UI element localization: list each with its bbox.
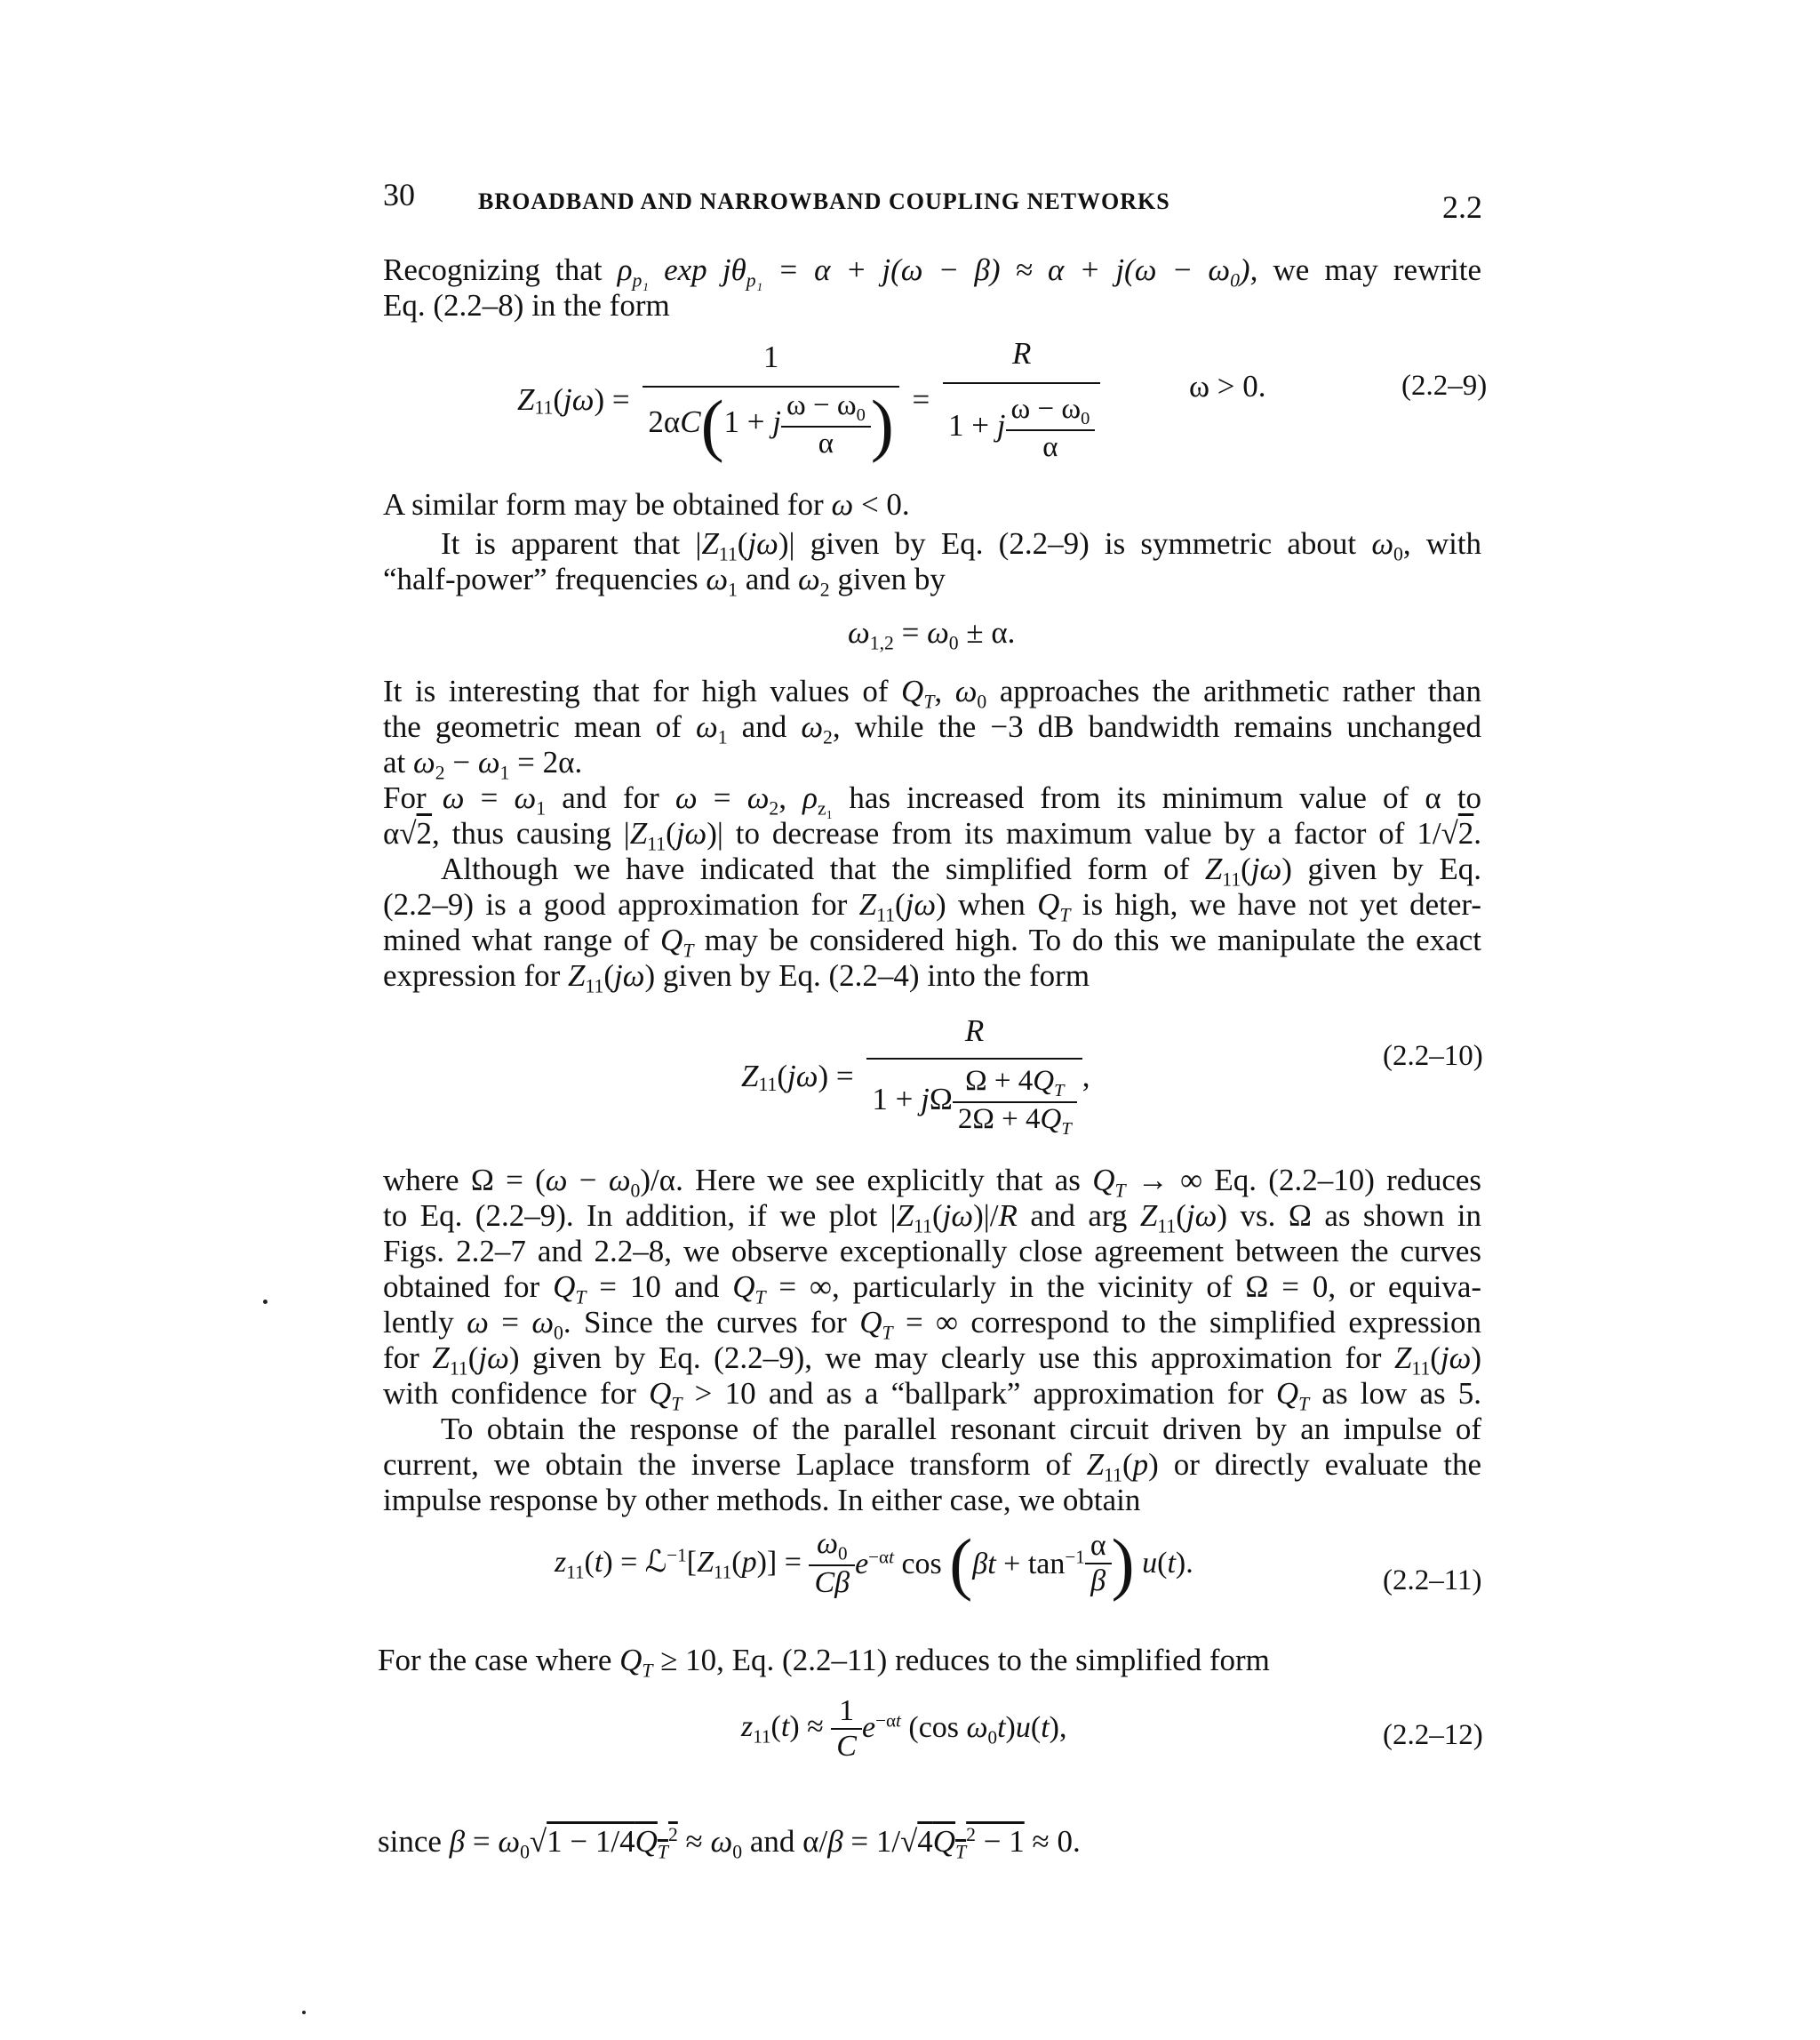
- text-span: (2.2–9) is a good approximation for: [383, 887, 848, 922]
- text-line: To obtain the response of the parallel resonant circuit driven by an impulse of: [441, 1412, 1481, 1446]
- text-span: given by: [837, 562, 946, 596]
- equation-2-2-9: $Z_{11}(j\omega)$ = 1 2αC(1 + j $\frac{\omega - \omega_0}{\alpha}$ ) = R 1 + j $\frac{\omega - \omega_0}{\alpha}$: [517, 336, 1100, 464]
- text-span: A similar form may be obtained for: [383, 487, 824, 522]
- text-line: [383, 252, 1481, 292]
- text-line: at $\omega_2 - \omega_1 = 2\alpha$.: [383, 745, 583, 784]
- text-span: Eq. (2.2–10) reduces: [1214, 1163, 1482, 1197]
- text-span: It is interesting that for high values of: [383, 674, 889, 708]
- text-line: since $\beta = \omega_0√1 - 1/4Q_T^2 \approx \omega_0$ and $\alpha/\beta = 1/√4Q_T^2 - 1 \approx 0$.: [378, 1824, 1081, 1863]
- math-inline: $\omega_0$,: [1371, 526, 1411, 565]
- text-span: It is apparent that: [441, 526, 681, 561]
- equation-condition: ω > 0.: [1189, 369, 1266, 404]
- text-span: , Eq. (2.2–11) reduces to the simplified form: [716, 1643, 1270, 1677]
- text-span: mined what range of: [383, 923, 650, 957]
- text-line: For $\omega = \omega_1$ and for $\omega = \omega_2$, $\rho_{z_1}$ has increased from its minimum value of α to: [383, 780, 1482, 820]
- equation-2-2-11: $z_{11}(t)$ = $ℒ^{-1}[Z_{11}(p)]$ = $\frac{\omega_0}{C\beta}$ $e^{-\alpha t}$ $\cos (\beta t + \tan^{-1}$ $\frac{\alpha}{\beta}$ ) u(t).: [555, 1524, 1193, 1603]
- text-span: and: [674, 1269, 720, 1304]
- equation-half-power: $\omega_{1,2} = \omega_0 \pm \alpha$.: [848, 615, 1016, 654]
- text-line: with confidence for $Q_T > 10$ and as a “ballpark” approximation for $Q_T$ as low as 5.: [383, 1376, 1482, 1415]
- text-line: the geometric mean of $\omega_1$ and $\omega_2$, while the −3 dB bandwidth remains unchanged: [383, 709, 1482, 748]
- text-span: and: [745, 562, 791, 596]
- text-span: For: [383, 780, 427, 815]
- text-span: and as a “ballpark” approximation for: [768, 1376, 1264, 1411]
- text-line: For the case where $Q_T \ge 10$, Eq. (2.2–11) reduces to the simplified form: [378, 1643, 1270, 1682]
- text-line: It is interesting that for high values of $Q_T$, $\omega_0$ approaches the arithmetic rather than: [383, 674, 1481, 713]
- section-number: 2.2: [1442, 189, 1482, 225]
- running-title: BROADBAND AND NARROWBAND COUPLING NETWORKS: [478, 188, 1170, 214]
- text-span: “half-power” frequencies: [383, 562, 698, 596]
- text-span: vs.: [1240, 1198, 1276, 1233]
- math-inline: $\rho_{p_1}$ $\exp j\theta_{p_1} = \alpha + j(\omega - \beta) \approx \alpha + j(\omega - \omega_0)$,: [617, 252, 1258, 292]
- text-span: we may rewrite: [1273, 252, 1481, 287]
- text-span: lently: [383, 1305, 454, 1340]
- text-span: Although we have indicated that the simplified form of: [441, 852, 1190, 886]
- text-span: For the case where: [378, 1643, 612, 1677]
- text-span: to Eq. (2.2–9). In addition, if we plot: [383, 1198, 878, 1233]
- text-line: impulse response by other methods. In either case, we obtain: [383, 1483, 1141, 1517]
- text-span: , while the −3 dB bandwidth remains unchanged: [832, 709, 1482, 744]
- equation-number: (2.2–9): [1401, 370, 1488, 402]
- text-span: to: [1457, 780, 1482, 815]
- text-span: . Since the curves for: [563, 1305, 847, 1340]
- text-span: or directly evaluate the: [1173, 1447, 1482, 1482]
- text-span: current, we obtain the inverse Laplace transform of: [383, 1447, 1072, 1482]
- text-line: (2.2–9) is a good approximation for $Z_{11}(j\omega)$ when $Q_T$ is high, we have not yet deter-: [383, 887, 1482, 926]
- text-span: when: [958, 887, 1026, 922]
- text-span: and: [749, 1824, 795, 1859]
- text-line: “half-power” frequencies $\omega_1$ and $\omega_2$ given by: [383, 562, 946, 601]
- text-span: has increased from its minimum value of: [849, 780, 1409, 815]
- text-span: correspond to the simplified expression: [970, 1305, 1482, 1340]
- text-span: obtained for: [383, 1269, 540, 1304]
- text-span: is high, we have not yet deter-: [1082, 887, 1482, 922]
- text-span: as low as 5.: [1321, 1376, 1482, 1411]
- text-span: given by Eq.: [1307, 852, 1481, 886]
- text-line: Although we have indicated that the simplified form of $Z_{11}(j\omega)$ given by Eq.: [441, 852, 1481, 891]
- text-span: and: [1030, 1198, 1075, 1233]
- text-span: for: [383, 1340, 419, 1375]
- equation-2-2-12: $z_{11}(t)$ ≈ $\frac{1}{C}$ $e^{-\alpha t}$ (cos $\omega_0t)u(t)$,: [741, 1694, 1067, 1763]
- text-span: to decrease from its maximum value by a factor of: [735, 816, 1405, 851]
- text-span: may be considered high. To do this we manipulate the exact: [704, 923, 1481, 957]
- text-line: to Eq. (2.2–9). In addition, if we plot $|Z_{11}(j\omega)|/R$ and arg $Z_{11}(j\omega)$ vs. Ω as shown in: [383, 1198, 1482, 1237]
- text-span: where: [383, 1163, 459, 1197]
- text-span: with confidence for: [383, 1376, 636, 1411]
- text-span: , thus causing: [432, 816, 611, 851]
- equation-number: (2.2–12): [1383, 1719, 1483, 1751]
- text-span: Recognizing that: [383, 252, 603, 287]
- text-span: since: [378, 1824, 442, 1859]
- text-span: , particularly in the vicinity of: [832, 1269, 1233, 1304]
- text-span: and: [741, 709, 787, 744]
- scan-speck: [263, 1300, 267, 1304]
- text-span: with: [1425, 526, 1482, 561]
- text-span: expression for: [383, 958, 561, 993]
- text-line: lently $\omega = \omega_0$. Since the curves for $Q_T$ = ∞ correspond to the simplified expression: [383, 1305, 1482, 1344]
- text-line: for $Z_{11}(j\omega)$ given by Eq. (2.2–9), we may clearly use this approximation for $Z_{11}(j\omega)$: [383, 1340, 1482, 1380]
- equation-number: (2.2–10): [1383, 1040, 1483, 1072]
- text-line: Figs. 2.2–7 and 2.2–8, we observe exceptionally close agreement between the curves: [383, 1234, 1481, 1268]
- text-span: given by Eq. (2.2–9) is symmetric about: [810, 526, 1357, 561]
- text-line: current, we obtain the inverse Laplace transform of $Z_{11}(p)$ or directly evaluate the: [383, 1447, 1482, 1486]
- text-line: obtained for $Q_T = 10$ and $Q_T$ = ∞, particularly in the vicinity of Ω = 0, or equiva-: [383, 1269, 1482, 1308]
- text-line: expression for $Z_{11}(j\omega)$ given by Eq. (2.2–4) into the form: [383, 958, 1090, 997]
- text-span: as shown in: [1324, 1198, 1482, 1233]
- text-line: where $\Omega = (\omega - \omega_0)/\alpha$. Here we see explicitly that as $Q_T$ → ∞ Eq. (2.2–10) reduces: [383, 1163, 1482, 1202]
- math-inline: ω: [831, 487, 854, 522]
- equation-number: (2.2–11): [1383, 1564, 1482, 1596]
- text-span: and for: [562, 780, 659, 815]
- text-span: given by Eq. (2.2–4) into the form: [662, 958, 1090, 993]
- text-span: the geometric mean of: [383, 709, 682, 744]
- page-number: 30: [383, 177, 415, 212]
- scan-speck: [302, 2011, 306, 2014]
- text-line: A similar form may be obtained for ω < 0.: [383, 487, 910, 522]
- equation-2-2-10: $Z_{11}(j\omega)$ = R 1 + jΩ $\frac{\Omega + 4Q_T}{2\Omega + 4Q_T}$ ,: [741, 1013, 1090, 1140]
- text-line: mined what range of $Q_T$ may be considered high. To do this we manipulate the exact: [383, 923, 1481, 962]
- math-inline: $|Z_{11}(j\omega)|$: [695, 526, 795, 565]
- text-span: . Here we see explicitly that as: [675, 1163, 1081, 1197]
- text-span: approaches the arithmetic rather than: [999, 674, 1481, 708]
- text-span: given by Eq. (2.2–9), we may clearly use this approximation for: [532, 1340, 1382, 1375]
- text-span: at: [383, 745, 406, 780]
- text-span: , or equiva-: [1328, 1269, 1482, 1304]
- text-line: [441, 526, 1481, 566]
- text-line: α√2, thus causing $|Z_{11}(j\omega)|$ to decrease from its maximum value by a factor of 1/√2.: [383, 816, 1482, 855]
- text-line: Eq. (2.2–8) in the form: [383, 288, 670, 323]
